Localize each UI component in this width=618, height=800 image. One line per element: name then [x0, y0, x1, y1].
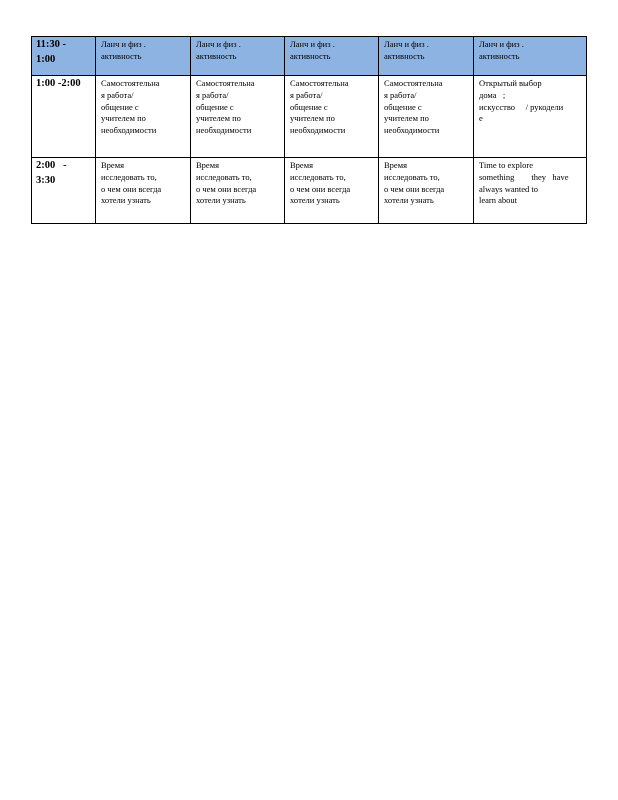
activity-text: я работа/ — [101, 89, 134, 100]
activity-cell — [96, 76, 191, 158]
activity-text: о чем они всегда — [101, 183, 162, 194]
activity-text: активность — [101, 50, 142, 61]
activity-text: общение с — [101, 101, 139, 112]
time-text: 11:30 - — [36, 39, 67, 50]
activity-cell — [474, 76, 587, 158]
activity-text: дома ; — [479, 89, 506, 100]
activity-text: Открытый выбор — [479, 78, 542, 88]
activity-text: Ланч и физ . — [384, 39, 429, 49]
activity-text: Самостоятельна — [101, 78, 160, 88]
schedule-table — [31, 36, 587, 224]
activity-text: я работа/ — [290, 89, 323, 100]
activity-text: необходимости — [290, 125, 346, 136]
activity-text: Самостоятельна — [290, 78, 349, 88]
activity-text: Ланч и физ . — [479, 39, 524, 49]
activity-text: Самостоятельна — [196, 78, 255, 88]
activity-text: исследовать то, — [101, 171, 157, 182]
activity-text: е — [479, 113, 483, 124]
activity-text: хотели узнать — [290, 195, 340, 206]
time-cell — [32, 37, 96, 76]
activity-text: Time to explore — [479, 160, 533, 170]
activity-text: активность — [196, 50, 237, 61]
activity-cell — [285, 37, 379, 76]
activity-text: общение с — [384, 101, 422, 112]
activity-text: необходимости — [101, 125, 157, 136]
activity-text: something they have — [479, 171, 569, 182]
activity-text: искусство / рукодели — [479, 101, 564, 112]
activity-text: о чем они всегда — [290, 183, 351, 194]
activity-text: хотели узнать — [101, 195, 151, 206]
activity-text: Время — [101, 160, 124, 170]
activity-text: я работа/ — [384, 89, 417, 100]
table-row-independent-work — [32, 76, 587, 158]
activity-cell — [191, 76, 285, 158]
activity-cell — [474, 158, 587, 224]
time-text: 3:30 — [36, 174, 56, 186]
activity-text: активность — [290, 50, 331, 61]
activity-text: исследовать то, — [290, 171, 346, 182]
table-row-explore — [32, 158, 587, 224]
time-text: 1:00 — [36, 53, 56, 65]
activity-text: о чем они всегда — [196, 183, 257, 194]
time-text: 1:00 -2:00 — [36, 78, 81, 89]
activity-text: общение с — [290, 101, 328, 112]
time-cell — [32, 158, 96, 224]
activity-text: хотели узнать — [384, 195, 434, 206]
activity-text: Ланч и физ . — [101, 39, 146, 49]
time-text: 2:00 - — [36, 160, 67, 171]
activity-cell — [96, 158, 191, 224]
activity-text: общение с — [196, 101, 234, 112]
table-row-lunch — [32, 37, 587, 76]
activity-text: Самостоятельна — [384, 78, 443, 88]
activity-text: учителем по — [384, 113, 429, 124]
activity-text: активность — [479, 50, 520, 61]
activity-text: исследовать то, — [384, 171, 440, 182]
activity-text: Ланч и физ . — [290, 39, 335, 49]
activity-text: Время — [196, 160, 219, 170]
activity-cell — [379, 158, 474, 224]
activity-cell — [285, 76, 379, 158]
activity-text: Время — [384, 160, 407, 170]
activity-cell — [191, 37, 285, 76]
activity-cell — [96, 37, 191, 76]
activity-text: я работа/ — [196, 89, 229, 100]
activity-text: учителем по — [290, 113, 335, 124]
time-cell — [32, 76, 96, 158]
activity-cell — [379, 37, 474, 76]
activity-cell — [191, 158, 285, 224]
activity-text: исследовать то, — [196, 171, 252, 182]
activity-text: активность — [384, 50, 425, 61]
activity-text: learn about — [479, 195, 517, 206]
activity-cell — [379, 76, 474, 158]
activity-text: необходимости — [384, 125, 440, 136]
activity-text: always wanted to — [479, 183, 539, 194]
activity-text: о чем они всегда — [384, 183, 445, 194]
activity-text: учителем по — [196, 113, 241, 124]
activity-cell — [285, 158, 379, 224]
activity-text: учителем по — [101, 113, 146, 124]
activity-text: Ланч и физ . — [196, 39, 241, 49]
activity-text: необходимости — [196, 125, 252, 136]
activity-cell — [474, 37, 587, 76]
activity-text: Время — [290, 160, 313, 170]
activity-text: хотели узнать — [196, 195, 246, 206]
